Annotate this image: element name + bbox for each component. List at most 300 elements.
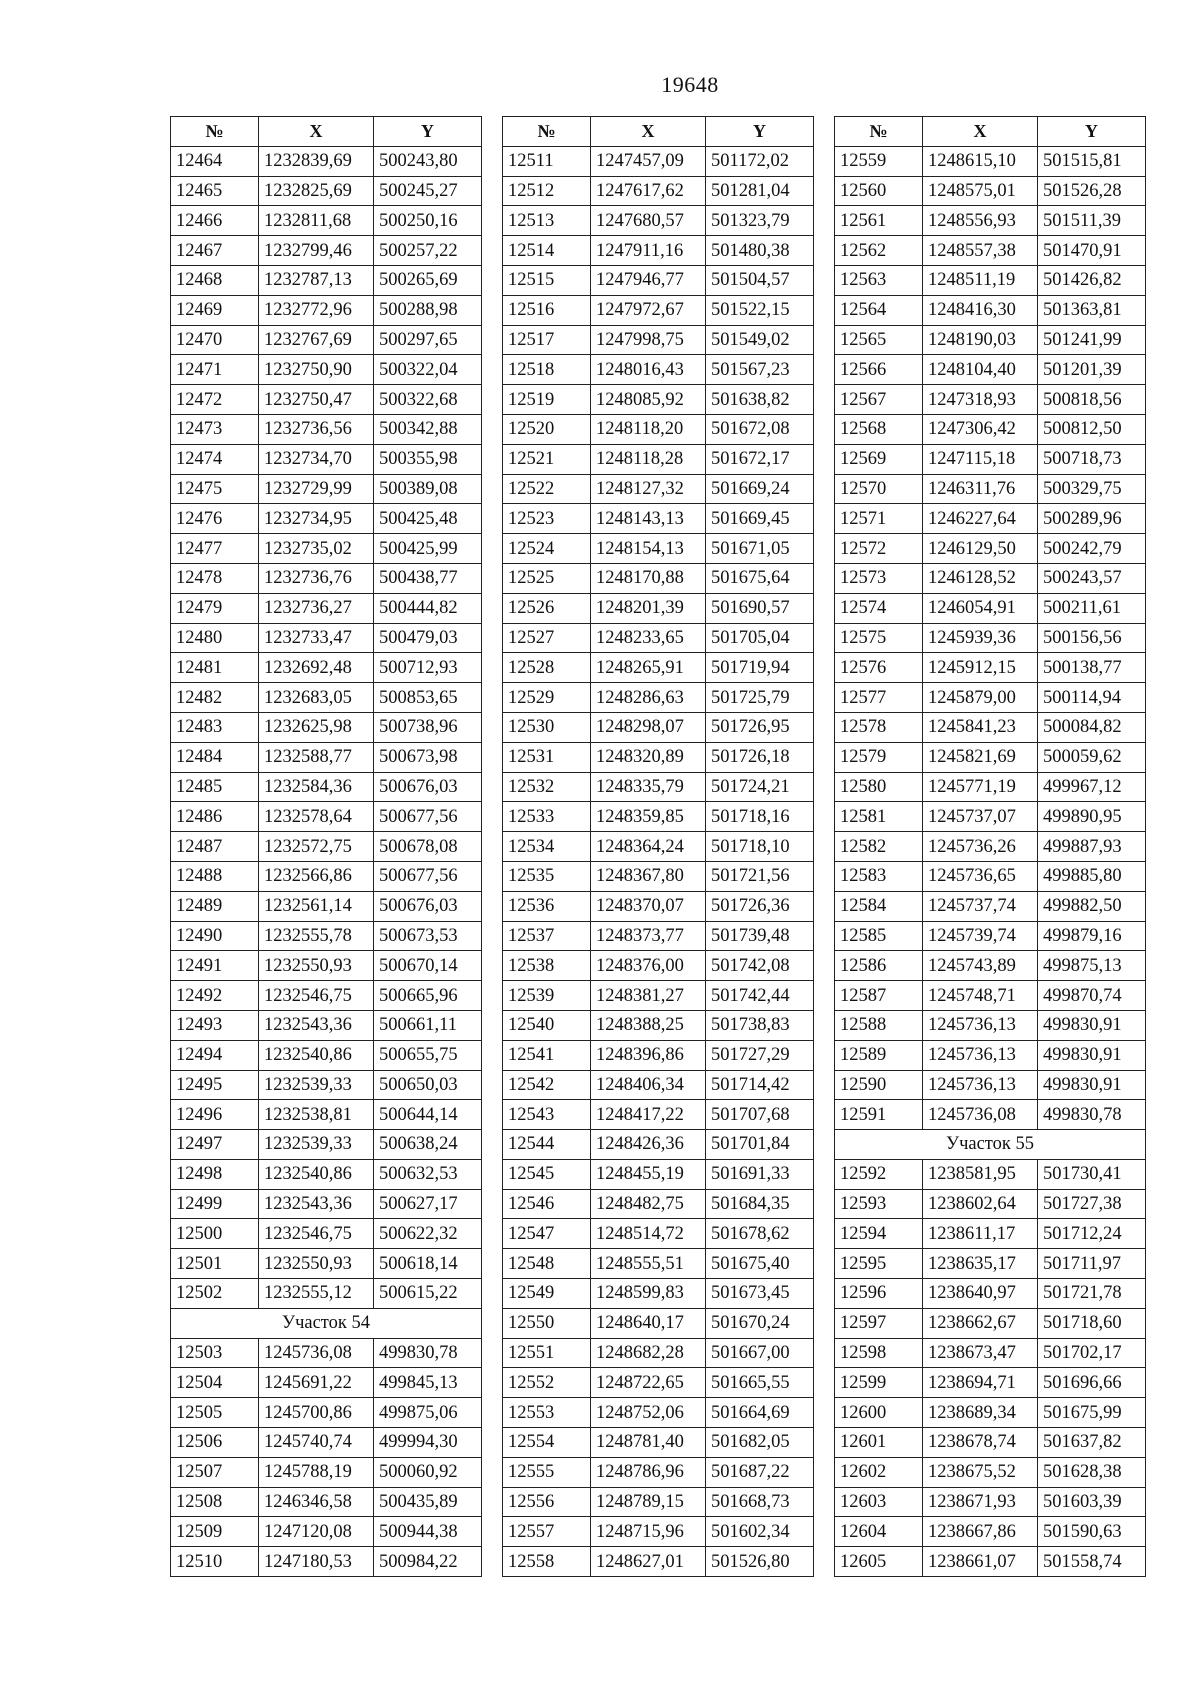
- point-number-cell: 12476: [171, 504, 259, 534]
- x-coordinate-cell: 1232584,36: [259, 772, 374, 802]
- table-row: [835, 1368, 1146, 1398]
- y-coordinate-cell: 500435,89: [374, 1487, 482, 1517]
- header-number: №: [171, 117, 259, 147]
- point-number-cell: 12488: [171, 861, 259, 891]
- table-row: [835, 444, 1146, 474]
- y-coordinate-cell: 501719,94: [706, 653, 814, 683]
- y-coordinate-cell: 501526,80: [706, 1547, 814, 1577]
- y-coordinate-cell: 501701,84: [706, 1130, 814, 1160]
- table-row: [835, 414, 1146, 444]
- y-coordinate-cell: 501675,99: [1038, 1398, 1146, 1428]
- coordinates-table-3: [834, 116, 1146, 1577]
- y-coordinate-cell: 501721,78: [1038, 1279, 1146, 1309]
- table-row: [171, 623, 482, 653]
- point-number-cell: 12596: [835, 1279, 923, 1309]
- point-number-cell: 12475: [171, 474, 259, 504]
- y-coordinate-cell: 501511,39: [1038, 206, 1146, 236]
- point-number-cell: 12516: [503, 295, 591, 325]
- point-number-cell: 12522: [503, 474, 591, 504]
- point-number-cell: 12574: [835, 593, 923, 623]
- y-coordinate-cell: 501515,81: [1038, 146, 1146, 176]
- header-x: X: [259, 117, 374, 147]
- y-coordinate-cell: 500665,96: [374, 981, 482, 1011]
- table-row: [171, 1130, 482, 1160]
- y-coordinate-cell: 501721,56: [706, 861, 814, 891]
- point-number-cell: 12490: [171, 921, 259, 951]
- point-number-cell: 12577: [835, 683, 923, 713]
- x-coordinate-cell: 1232772,96: [259, 295, 374, 325]
- y-coordinate-cell: 500984,22: [374, 1547, 482, 1577]
- point-number-cell: 12498: [171, 1159, 259, 1189]
- point-number-cell: 12535: [503, 861, 591, 891]
- y-coordinate-cell: 501673,45: [706, 1279, 814, 1309]
- point-number-cell: 12557: [503, 1517, 591, 1547]
- table-row: [503, 1189, 814, 1219]
- table-row: [171, 1070, 482, 1100]
- point-number-cell: 12588: [835, 1010, 923, 1040]
- coordinates-table-2: [502, 116, 814, 1577]
- x-coordinate-cell: 1232555,78: [259, 921, 374, 951]
- point-number-cell: 12594: [835, 1219, 923, 1249]
- table-row: [171, 563, 482, 593]
- x-coordinate-cell: 1245748,71: [923, 981, 1038, 1011]
- y-coordinate-cell: 500289,96: [1038, 504, 1146, 534]
- y-coordinate-cell: 500329,75: [1038, 474, 1146, 504]
- point-number-cell: 12591: [835, 1100, 923, 1130]
- x-coordinate-cell: 1246054,91: [923, 593, 1038, 623]
- point-number-cell: 12603: [835, 1487, 923, 1517]
- point-number-cell: 12534: [503, 832, 591, 862]
- y-coordinate-cell: 499885,80: [1038, 861, 1146, 891]
- y-coordinate-cell: 501470,91: [1038, 236, 1146, 266]
- x-coordinate-cell: 1238635,17: [923, 1249, 1038, 1279]
- y-coordinate-cell: 501558,74: [1038, 1547, 1146, 1577]
- table-row: [503, 891, 814, 921]
- point-number-cell: 12465: [171, 176, 259, 206]
- table-row: [835, 772, 1146, 802]
- x-coordinate-cell: 1248555,51: [591, 1249, 706, 1279]
- section-header-row: [171, 1308, 482, 1338]
- y-coordinate-cell: 500650,03: [374, 1070, 482, 1100]
- table-row: [835, 1517, 1146, 1547]
- point-number-cell: 12513: [503, 206, 591, 236]
- y-coordinate-cell: 500479,03: [374, 623, 482, 653]
- point-number-cell: 12501: [171, 1249, 259, 1279]
- table-row: [835, 1219, 1146, 1249]
- header-number: №: [835, 117, 923, 147]
- table-row: [835, 563, 1146, 593]
- table-row: [503, 1010, 814, 1040]
- table-row: [503, 1279, 814, 1309]
- point-number-cell: 12605: [835, 1547, 923, 1577]
- y-coordinate-cell: 500632,53: [374, 1159, 482, 1189]
- x-coordinate-cell: 1238602,64: [923, 1189, 1038, 1219]
- y-coordinate-cell: 501682,05: [706, 1428, 814, 1458]
- point-number-cell: 12507: [171, 1457, 259, 1487]
- y-coordinate-cell: 501739,48: [706, 921, 814, 951]
- x-coordinate-cell: 1238667,86: [923, 1517, 1038, 1547]
- x-coordinate-cell: 1248154,13: [591, 534, 706, 564]
- x-coordinate-cell: 1232588,77: [259, 742, 374, 772]
- x-coordinate-cell: 1245912,15: [923, 653, 1038, 683]
- x-coordinate-cell: 1232734,95: [259, 504, 374, 534]
- x-coordinate-cell: 1247120,08: [259, 1517, 374, 1547]
- point-number-cell: 12492: [171, 981, 259, 1011]
- point-number-cell: 12508: [171, 1487, 259, 1517]
- table-row: [503, 534, 814, 564]
- x-coordinate-cell: 1232825,69: [259, 176, 374, 206]
- point-number-cell: 12533: [503, 802, 591, 832]
- x-coordinate-cell: 1248455,19: [591, 1159, 706, 1189]
- y-coordinate-cell: 501718,60: [1038, 1308, 1146, 1338]
- point-number-cell: 12500: [171, 1219, 259, 1249]
- y-coordinate-cell: 500944,38: [374, 1517, 482, 1547]
- y-coordinate-cell: 501730,41: [1038, 1159, 1146, 1189]
- point-number-cell: 12567: [835, 385, 923, 415]
- y-coordinate-cell: 501590,63: [1038, 1517, 1146, 1547]
- x-coordinate-cell: 1247318,93: [923, 385, 1038, 415]
- table-row: [503, 593, 814, 623]
- x-coordinate-cell: 1238611,17: [923, 1219, 1038, 1249]
- table-row: [835, 712, 1146, 742]
- point-number-cell: 12484: [171, 742, 259, 772]
- table-row: [171, 236, 482, 266]
- point-number-cell: 12482: [171, 683, 259, 713]
- x-coordinate-cell: 1232561,14: [259, 891, 374, 921]
- table-row: [835, 295, 1146, 325]
- point-number-cell: 12517: [503, 325, 591, 355]
- x-coordinate-cell: 1232546,75: [259, 1219, 374, 1249]
- x-coordinate-cell: 1248388,25: [591, 1010, 706, 1040]
- x-coordinate-cell: 1248265,91: [591, 653, 706, 683]
- point-number-cell: 12576: [835, 653, 923, 683]
- point-number-cell: 12556: [503, 1487, 591, 1517]
- table-row: [171, 1368, 482, 1398]
- table-row: [835, 176, 1146, 206]
- x-coordinate-cell: 1232539,33: [259, 1130, 374, 1160]
- table-row: [171, 1398, 482, 1428]
- x-coordinate-cell: 1238689,34: [923, 1398, 1038, 1428]
- y-coordinate-cell: 501675,64: [706, 563, 814, 593]
- table-row: [171, 1249, 482, 1279]
- x-coordinate-cell: 1248085,92: [591, 385, 706, 415]
- y-coordinate-cell: 499887,93: [1038, 832, 1146, 862]
- table-row: [171, 474, 482, 504]
- y-coordinate-cell: 500438,77: [374, 563, 482, 593]
- table-header-row: [835, 117, 1146, 147]
- point-number-cell: 12531: [503, 742, 591, 772]
- point-number-cell: 12537: [503, 921, 591, 951]
- y-coordinate-cell: 500322,04: [374, 355, 482, 385]
- table-row: [835, 1189, 1146, 1219]
- point-number-cell: 12468: [171, 265, 259, 295]
- point-number-cell: 12486: [171, 802, 259, 832]
- x-coordinate-cell: 1248381,27: [591, 981, 706, 1011]
- table-row: [171, 683, 482, 713]
- y-coordinate-cell: 500661,11: [374, 1010, 482, 1040]
- point-number-cell: 12549: [503, 1279, 591, 1309]
- table-row: [503, 504, 814, 534]
- table-row: [171, 206, 482, 236]
- point-number-cell: 12539: [503, 981, 591, 1011]
- point-number-cell: 12541: [503, 1040, 591, 1070]
- x-coordinate-cell: 1232811,68: [259, 206, 374, 236]
- x-coordinate-cell: 1232736,27: [259, 593, 374, 623]
- x-coordinate-cell: 1232543,36: [259, 1189, 374, 1219]
- y-coordinate-cell: 501718,16: [706, 802, 814, 832]
- table-row: [835, 683, 1146, 713]
- x-coordinate-cell: 1248367,80: [591, 861, 706, 891]
- x-coordinate-cell: 1238671,93: [923, 1487, 1038, 1517]
- point-number-cell: 12493: [171, 1010, 259, 1040]
- table-row: [503, 1547, 814, 1577]
- y-coordinate-cell: 501281,04: [706, 176, 814, 206]
- y-coordinate-cell: 500853,65: [374, 683, 482, 713]
- x-coordinate-cell: 1232555,12: [259, 1279, 374, 1309]
- y-coordinate-cell: 501687,22: [706, 1457, 814, 1487]
- point-number-cell: 12585: [835, 921, 923, 951]
- y-coordinate-cell: 501201,39: [1038, 355, 1146, 385]
- point-number-cell: 12506: [171, 1428, 259, 1458]
- y-coordinate-cell: 501526,28: [1038, 176, 1146, 206]
- x-coordinate-cell: 1248118,20: [591, 414, 706, 444]
- point-number-cell: 12483: [171, 712, 259, 742]
- x-coordinate-cell: 1232578,64: [259, 802, 374, 832]
- point-number-cell: 12470: [171, 325, 259, 355]
- point-number-cell: 12571: [835, 504, 923, 534]
- x-coordinate-cell: 1232539,33: [259, 1070, 374, 1100]
- y-coordinate-cell: 501705,04: [706, 623, 814, 653]
- y-coordinate-cell: 501567,23: [706, 355, 814, 385]
- y-coordinate-cell: 500673,98: [374, 742, 482, 772]
- y-coordinate-cell: 501637,82: [1038, 1428, 1146, 1458]
- point-number-cell: 12604: [835, 1517, 923, 1547]
- y-coordinate-cell: 501707,68: [706, 1100, 814, 1130]
- point-number-cell: 12502: [171, 1279, 259, 1309]
- point-number-cell: 12589: [835, 1040, 923, 1070]
- table-row: [503, 1398, 814, 1428]
- y-coordinate-cell: 500243,80: [374, 146, 482, 176]
- x-coordinate-cell: 1248104,40: [923, 355, 1038, 385]
- header-x: X: [923, 117, 1038, 147]
- y-coordinate-cell: 501628,38: [1038, 1457, 1146, 1487]
- point-number-cell: 12521: [503, 444, 591, 474]
- y-coordinate-cell: 501727,29: [706, 1040, 814, 1070]
- y-coordinate-cell: 501172,02: [706, 146, 814, 176]
- point-number-cell: 12578: [835, 712, 923, 742]
- y-coordinate-cell: 501480,38: [706, 236, 814, 266]
- x-coordinate-cell: 1232787,13: [259, 265, 374, 295]
- y-coordinate-cell: 500718,73: [1038, 444, 1146, 474]
- table-row: [835, 921, 1146, 951]
- y-coordinate-cell: 500060,92: [374, 1457, 482, 1487]
- point-number-cell: 12485: [171, 772, 259, 802]
- point-number-cell: 12510: [171, 1547, 259, 1577]
- point-number-cell: 12527: [503, 623, 591, 653]
- y-coordinate-cell: 501684,35: [706, 1189, 814, 1219]
- y-coordinate-cell: 501665,55: [706, 1368, 814, 1398]
- x-coordinate-cell: 1248615,10: [923, 146, 1038, 176]
- x-coordinate-cell: 1232839,69: [259, 146, 374, 176]
- table-row: [503, 1070, 814, 1100]
- table-row: [835, 653, 1146, 683]
- x-coordinate-cell: 1248364,24: [591, 832, 706, 862]
- point-number-cell: 12524: [503, 534, 591, 564]
- section-header-row: [835, 1130, 1146, 1160]
- y-coordinate-cell: 500425,48: [374, 504, 482, 534]
- x-coordinate-cell: 1247998,75: [591, 325, 706, 355]
- y-coordinate-cell: 500444,82: [374, 593, 482, 623]
- coordinates-table-1: [170, 116, 482, 1577]
- point-number-cell: 12479: [171, 593, 259, 623]
- table-row: [503, 563, 814, 593]
- x-coordinate-cell: 1238675,52: [923, 1457, 1038, 1487]
- y-coordinate-cell: 500257,22: [374, 236, 482, 266]
- table-row: [835, 1428, 1146, 1458]
- table-row: [835, 1159, 1146, 1189]
- y-coordinate-cell: 500211,61: [1038, 593, 1146, 623]
- point-number-cell: 12597: [835, 1308, 923, 1338]
- table-row: [171, 861, 482, 891]
- x-coordinate-cell: 1248781,40: [591, 1428, 706, 1458]
- x-coordinate-cell: 1248127,32: [591, 474, 706, 504]
- table-row: [171, 921, 482, 951]
- table-row: [171, 355, 482, 385]
- y-coordinate-cell: 500084,82: [1038, 712, 1146, 742]
- point-number-cell: 12520: [503, 414, 591, 444]
- x-coordinate-cell: 1248416,30: [923, 295, 1038, 325]
- y-coordinate-cell: 499830,91: [1038, 1010, 1146, 1040]
- x-coordinate-cell: 1248682,28: [591, 1338, 706, 1368]
- table-row: [835, 802, 1146, 832]
- y-coordinate-cell: 500812,50: [1038, 414, 1146, 444]
- y-coordinate-cell: 500712,93: [374, 653, 482, 683]
- point-number-cell: 12561: [835, 206, 923, 236]
- y-coordinate-cell: 501711,97: [1038, 1249, 1146, 1279]
- y-coordinate-cell: 501669,24: [706, 474, 814, 504]
- y-coordinate-cell: 500250,16: [374, 206, 482, 236]
- table-row: [503, 355, 814, 385]
- point-number-cell: 12523: [503, 504, 591, 534]
- point-number-cell: 12469: [171, 295, 259, 325]
- point-number-cell: 12515: [503, 265, 591, 295]
- y-coordinate-cell: 501702,17: [1038, 1338, 1146, 1368]
- table-row: [171, 1428, 482, 1458]
- x-coordinate-cell: 1248170,88: [591, 563, 706, 593]
- table-row: [835, 1487, 1146, 1517]
- point-number-cell: 12519: [503, 385, 591, 415]
- table-row: [171, 1517, 482, 1547]
- table-row: [835, 146, 1146, 176]
- x-coordinate-cell: 1238581,95: [923, 1159, 1038, 1189]
- point-number-cell: 12568: [835, 414, 923, 444]
- point-number-cell: 12553: [503, 1398, 591, 1428]
- y-coordinate-cell: 500677,56: [374, 861, 482, 891]
- x-coordinate-cell: 1248143,13: [591, 504, 706, 534]
- y-coordinate-cell: 500242,79: [1038, 534, 1146, 564]
- header-x: X: [591, 117, 706, 147]
- point-number-cell: 12464: [171, 146, 259, 176]
- y-coordinate-cell: 500114,94: [1038, 683, 1146, 713]
- point-number-cell: 12580: [835, 772, 923, 802]
- y-coordinate-cell: 500622,32: [374, 1219, 482, 1249]
- x-coordinate-cell: 1232750,47: [259, 385, 374, 415]
- x-coordinate-cell: 1247680,57: [591, 206, 706, 236]
- table-row: [171, 295, 482, 325]
- table-row: [835, 534, 1146, 564]
- table-row: [503, 1338, 814, 1368]
- x-coordinate-cell: 1248511,19: [923, 265, 1038, 295]
- y-coordinate-cell: 501672,08: [706, 414, 814, 444]
- x-coordinate-cell: 1232625,98: [259, 712, 374, 742]
- point-number-cell: 12547: [503, 1219, 591, 1249]
- x-coordinate-cell: 1248599,83: [591, 1279, 706, 1309]
- y-coordinate-cell: 501602,34: [706, 1517, 814, 1547]
- y-coordinate-cell: 499870,74: [1038, 981, 1146, 1011]
- table-row: [171, 802, 482, 832]
- x-coordinate-cell: 1248359,85: [591, 802, 706, 832]
- point-number-cell: 12530: [503, 712, 591, 742]
- y-coordinate-cell: 500156,56: [1038, 623, 1146, 653]
- point-number-cell: 12579: [835, 742, 923, 772]
- table-row: [503, 951, 814, 981]
- point-number-cell: 12544: [503, 1130, 591, 1160]
- point-number-cell: 12494: [171, 1040, 259, 1070]
- table-row: [835, 891, 1146, 921]
- table-header-row: [171, 117, 482, 147]
- x-coordinate-cell: 1245939,36: [923, 623, 1038, 653]
- x-coordinate-cell: 1245879,00: [923, 683, 1038, 713]
- point-number-cell: 12511: [503, 146, 591, 176]
- x-coordinate-cell: 1232733,47: [259, 623, 374, 653]
- point-number-cell: 12477: [171, 534, 259, 564]
- x-coordinate-cell: 1232546,75: [259, 981, 374, 1011]
- y-coordinate-cell: 501726,18: [706, 742, 814, 772]
- y-coordinate-cell: 501549,02: [706, 325, 814, 355]
- point-number-cell: 12467: [171, 236, 259, 266]
- point-number-cell: 12509: [171, 1517, 259, 1547]
- point-number-cell: 12505: [171, 1398, 259, 1428]
- table-row: [171, 1010, 482, 1040]
- table-row: [835, 861, 1146, 891]
- table-header-row: [503, 117, 814, 147]
- x-coordinate-cell: 1245737,07: [923, 802, 1038, 832]
- point-number-cell: 12548: [503, 1249, 591, 1279]
- y-coordinate-cell: 500265,69: [374, 265, 482, 295]
- x-coordinate-cell: 1248640,17: [591, 1308, 706, 1338]
- x-coordinate-cell: 1247457,09: [591, 146, 706, 176]
- x-coordinate-cell: 1248514,72: [591, 1219, 706, 1249]
- x-coordinate-cell: 1248396,86: [591, 1040, 706, 1070]
- x-coordinate-cell: 1247617,62: [591, 176, 706, 206]
- table-row: [835, 385, 1146, 415]
- section-title: Участок 54: [171, 1308, 482, 1338]
- point-number-cell: 12564: [835, 295, 923, 325]
- y-coordinate-cell: 501323,79: [706, 206, 814, 236]
- point-number-cell: 12472: [171, 385, 259, 415]
- table-row: [835, 1040, 1146, 1070]
- table-row: [835, 1100, 1146, 1130]
- x-coordinate-cell: 1245743,89: [923, 951, 1038, 981]
- y-coordinate-cell: 500738,96: [374, 712, 482, 742]
- point-number-cell: 12538: [503, 951, 591, 981]
- y-coordinate-cell: 499875,06: [374, 1398, 482, 1428]
- x-coordinate-cell: 1232750,90: [259, 355, 374, 385]
- table-row: [503, 623, 814, 653]
- point-number-cell: 12569: [835, 444, 923, 474]
- y-coordinate-cell: 501241,99: [1038, 325, 1146, 355]
- y-coordinate-cell: 499890,95: [1038, 802, 1146, 832]
